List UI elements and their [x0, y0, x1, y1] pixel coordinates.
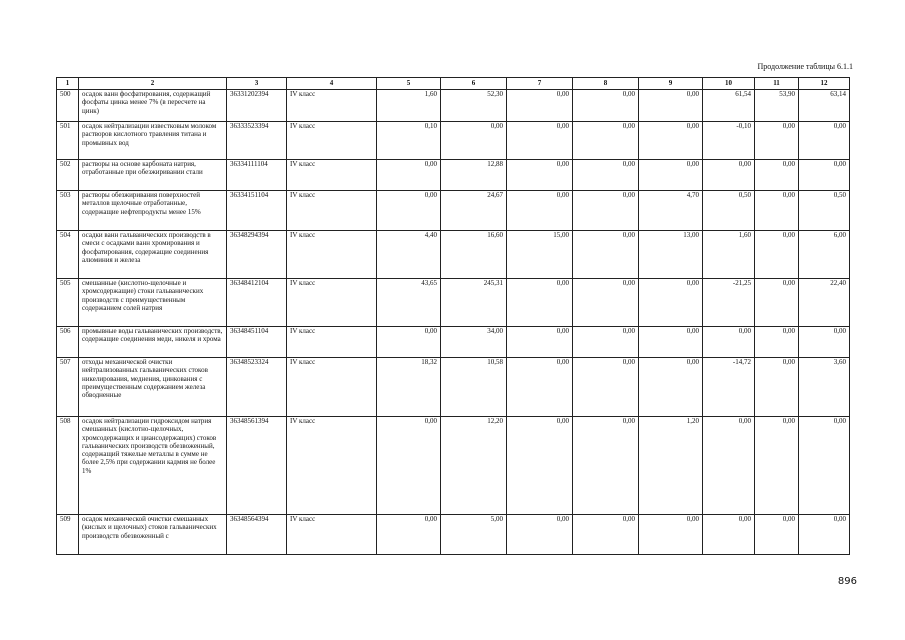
- value-col-8: 0,00: [573, 191, 639, 231]
- table-row: [57, 122, 850, 160]
- value-col-10: -21,25: [703, 279, 755, 327]
- value-col-8: 0,00: [573, 122, 639, 160]
- column-header-10: 10: [703, 78, 755, 90]
- hazard-class: IV класс: [287, 160, 377, 191]
- waste-table: [56, 77, 850, 555]
- value-col-6: 10,58: [441, 358, 507, 417]
- value-col-8: 0,00: [573, 358, 639, 417]
- value-col-5: 0,00: [377, 327, 441, 358]
- column-header-6: 6: [441, 78, 507, 90]
- value-col-12: 0,50: [799, 191, 850, 231]
- value-col-11: 0,00: [755, 515, 799, 555]
- table-row: [57, 327, 850, 358]
- fkko-code: 36331202394: [227, 90, 287, 122]
- value-col-9: 0,00: [639, 358, 703, 417]
- value-col-6: 24,67: [441, 191, 507, 231]
- page-number: 896: [837, 576, 857, 587]
- table-row: [57, 191, 850, 231]
- value-col-9: 0,00: [639, 90, 703, 122]
- value-col-11: 0,00: [755, 122, 799, 160]
- fkko-code: 36334151104: [227, 191, 287, 231]
- value-col-11: 0,00: [755, 160, 799, 191]
- row-number: 503: [57, 191, 79, 231]
- column-header-7: 7: [507, 78, 573, 90]
- value-col-9: 0,00: [639, 515, 703, 555]
- table-caption: Продолжение таблицы 6.1.1: [757, 62, 853, 71]
- value-col-8: 0,00: [573, 515, 639, 555]
- row-number: 504: [57, 231, 79, 279]
- column-header-8: 8: [573, 78, 639, 90]
- waste-description: осадок ванн фосфатирования, содержащий фосфаты цинка менее 7% (в пересчете на цинк): [79, 90, 227, 122]
- fkko-code: 36348451104: [227, 327, 287, 358]
- value-col-5: 0,00: [377, 160, 441, 191]
- fkko-code: 36348412104: [227, 279, 287, 327]
- value-col-9: 4,70: [639, 191, 703, 231]
- hazard-class: IV класс: [287, 279, 377, 327]
- value-col-12: 0,00: [799, 160, 850, 191]
- hazard-class: IV класс: [287, 358, 377, 417]
- table-row: [57, 515, 850, 555]
- value-col-7: 0,00: [507, 327, 573, 358]
- fkko-code: 36334111104: [227, 160, 287, 191]
- column-header-11: 11: [755, 78, 799, 90]
- value-col-5: 0,10: [377, 122, 441, 160]
- value-col-12: 0,00: [799, 122, 850, 160]
- column-header-9: 9: [639, 78, 703, 90]
- fkko-code: 36333523394: [227, 122, 287, 160]
- hazard-class: IV класс: [287, 122, 377, 160]
- waste-description: растворы на основе карбоната натрия, отработанные при обезжиривании стали: [79, 160, 227, 191]
- waste-description: осадки ванн гальванических производств в смеси с осадками ванн хромирования и фосфатирования, содержащие соединения алюминия и железа: [79, 231, 227, 279]
- value-col-6: 0,00: [441, 122, 507, 160]
- value-col-12: 63,14: [799, 90, 850, 122]
- column-header-1: 1: [57, 78, 79, 90]
- value-col-10: 0,00: [703, 160, 755, 191]
- fkko-code: 36348561394: [227, 417, 287, 515]
- table-row: [57, 231, 850, 279]
- value-col-7: 0,00: [507, 90, 573, 122]
- hazard-class: IV класс: [287, 327, 377, 358]
- value-col-11: 0,00: [755, 231, 799, 279]
- value-col-7: 15,00: [507, 231, 573, 279]
- value-col-10: 0,00: [703, 515, 755, 555]
- value-col-7: 0,00: [507, 515, 573, 555]
- value-col-8: 0,00: [573, 279, 639, 327]
- fkko-code: 36348294394: [227, 231, 287, 279]
- waste-description: растворы обезжиривания поверхностей металлов щелочные отработанные, содержащие нефтепродукты менее 15%: [79, 191, 227, 231]
- value-col-8: 0,00: [573, 231, 639, 279]
- value-col-10: 61,54: [703, 90, 755, 122]
- row-number: 505: [57, 279, 79, 327]
- hazard-class: IV класс: [287, 90, 377, 122]
- row-number: 507: [57, 358, 79, 417]
- hazard-class: IV класс: [287, 231, 377, 279]
- value-col-12: 0,00: [799, 417, 850, 515]
- table-row: [57, 160, 850, 191]
- fkko-code: 36348564394: [227, 515, 287, 555]
- table-row: [57, 279, 850, 327]
- value-col-9: 0,00: [639, 279, 703, 327]
- value-col-9: 0,00: [639, 122, 703, 160]
- value-col-6: 12,20: [441, 417, 507, 515]
- hazard-class: IV класс: [287, 515, 377, 555]
- value-col-9: 13,00: [639, 231, 703, 279]
- value-col-10: 0,00: [703, 327, 755, 358]
- value-col-6: 245,31: [441, 279, 507, 327]
- waste-description: отходы механической очистки нейтрализованных гальванических стоков никелирования, меднения, цинкования с преимущественным содержанием железа обводненные: [79, 358, 227, 417]
- row-number: 500: [57, 90, 79, 122]
- value-col-5: 0,00: [377, 191, 441, 231]
- value-col-12: 6,00: [799, 231, 850, 279]
- value-col-6: 16,60: [441, 231, 507, 279]
- value-col-11: 0,00: [755, 358, 799, 417]
- table-row: [57, 90, 850, 122]
- column-header-2: 2: [79, 78, 227, 90]
- row-number: 509: [57, 515, 79, 555]
- value-col-9: 0,00: [639, 327, 703, 358]
- value-col-10: 0,00: [703, 417, 755, 515]
- column-header-12: 12: [799, 78, 850, 90]
- value-col-7: 0,00: [507, 279, 573, 327]
- row-number: 501: [57, 122, 79, 160]
- value-col-7: 0,00: [507, 417, 573, 515]
- row-number: 506: [57, 327, 79, 358]
- value-col-10: 1,60: [703, 231, 755, 279]
- table-row: [57, 417, 850, 515]
- row-number: 508: [57, 417, 79, 515]
- value-col-7: 0,00: [507, 122, 573, 160]
- value-col-5: 4,40: [377, 231, 441, 279]
- value-col-6: 5,00: [441, 515, 507, 555]
- value-col-10: 0,50: [703, 191, 755, 231]
- value-col-11: 0,00: [755, 191, 799, 231]
- value-col-6: 12,88: [441, 160, 507, 191]
- value-col-10: -0,10: [703, 122, 755, 160]
- value-col-11: 0,00: [755, 327, 799, 358]
- value-col-12: 0,00: [799, 327, 850, 358]
- value-col-5: 0,00: [377, 515, 441, 555]
- hazard-class: IV класс: [287, 191, 377, 231]
- value-col-10: -14,72: [703, 358, 755, 417]
- row-number: 502: [57, 160, 79, 191]
- hazard-class: IV класс: [287, 417, 377, 515]
- value-col-8: 0,00: [573, 327, 639, 358]
- value-col-9: 1,20: [639, 417, 703, 515]
- value-col-11: 53,90: [755, 90, 799, 122]
- column-header-4: 4: [287, 78, 377, 90]
- value-col-5: 18,32: [377, 358, 441, 417]
- waste-description: осадок нейтрализации известковым молоком растворов кислотного травления титана и промывных вод: [79, 122, 227, 160]
- column-header-5: 5: [377, 78, 441, 90]
- value-col-5: 1,60: [377, 90, 441, 122]
- waste-description: осадок нейтрализации гидроксидом натрия смешанных (кислотно-щелочных, хромсодержащих и циансодержащих) стоков гальванических производств обезвоженный, содержащий тяжелые металлы в сумме не более 2,5% при содержании кадмия не более 1%: [79, 417, 227, 515]
- value-col-8: 0,00: [573, 90, 639, 122]
- waste-description: осадок механической очистки смешанных (кислых и щелочных) стоков гальванических производств обезвоженный с: [79, 515, 227, 555]
- value-col-11: 0,00: [755, 279, 799, 327]
- value-col-8: 0,00: [573, 417, 639, 515]
- value-col-8: 0,00: [573, 160, 639, 191]
- value-col-9: 0,00: [639, 160, 703, 191]
- value-col-6: 34,00: [441, 327, 507, 358]
- waste-description: промывные воды гальванических производств, содержащие соединения меди, никеля и хрома: [79, 327, 227, 358]
- value-col-6: 52,30: [441, 90, 507, 122]
- value-col-7: 0,00: [507, 358, 573, 417]
- value-col-7: 0,00: [507, 191, 573, 231]
- table-row: [57, 358, 850, 417]
- column-header-3: 3: [227, 78, 287, 90]
- fkko-code: 36348523324: [227, 358, 287, 417]
- value-col-12: 3,60: [799, 358, 850, 417]
- waste-description: смешанные (кислотно-щелочные и хромсодержащие) стоки гальванических производств с преимущественным содержанием солей натрия: [79, 279, 227, 327]
- value-col-12: 22,40: [799, 279, 850, 327]
- value-col-12: 0,00: [799, 515, 850, 555]
- value-col-5: 43,65: [377, 279, 441, 327]
- header-row: [57, 78, 850, 90]
- value-col-5: 0,00: [377, 417, 441, 515]
- value-col-7: 0,00: [507, 160, 573, 191]
- value-col-11: 0,00: [755, 417, 799, 515]
